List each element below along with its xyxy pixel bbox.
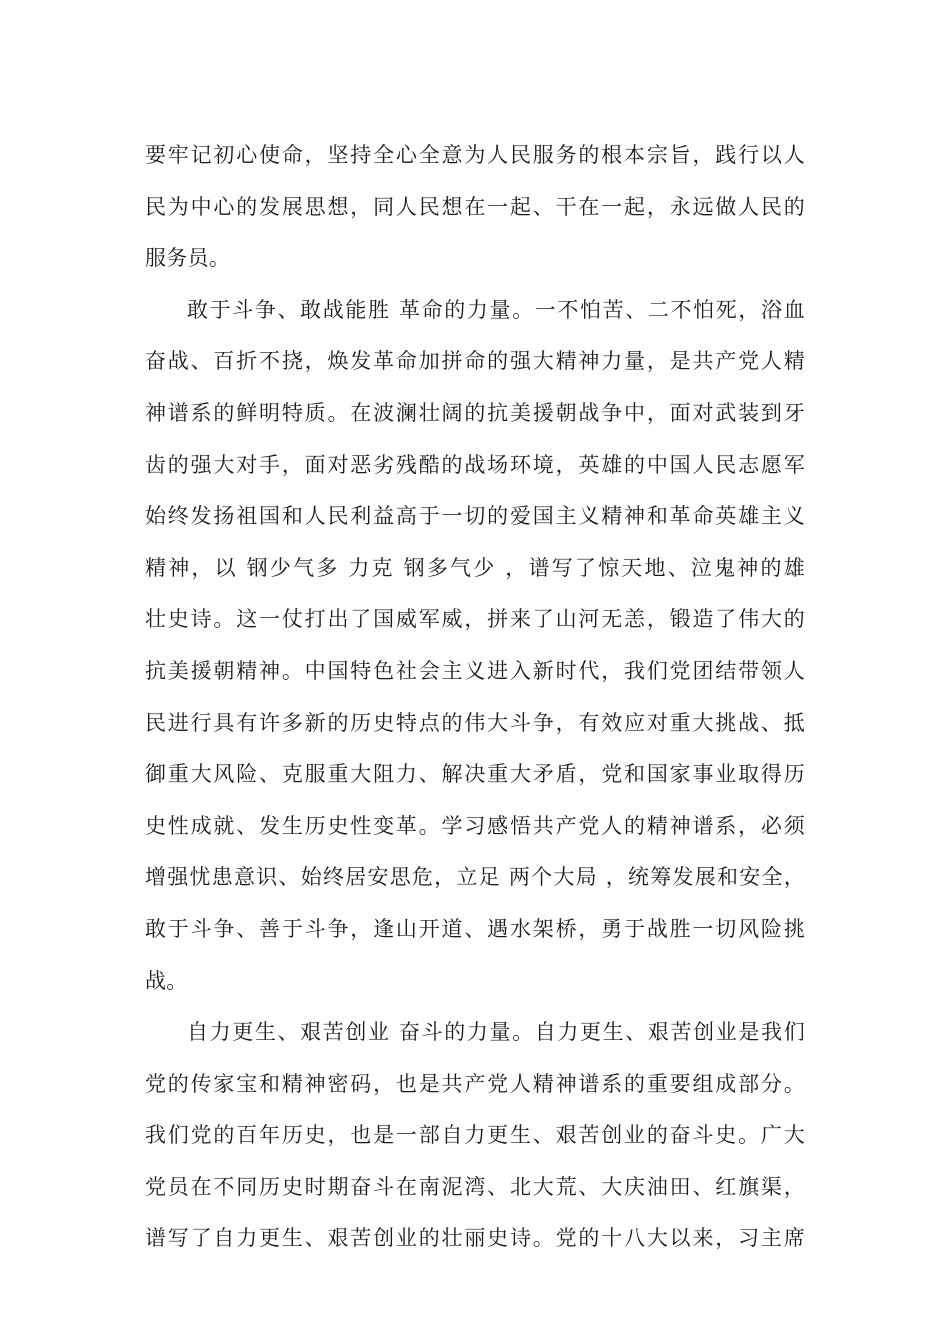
text-line: 服务员。 — [145, 246, 231, 271]
paragraph-2 — [145, 285, 805, 1007]
text-line: 敢于斗争、善于斗争，逢山开道、遇水架桥，勇于战胜一切风险挑 — [145, 916, 805, 941]
text-line: 民为中心的发展思想，同人民想在一起、干在一起，永远做人民的 — [145, 194, 805, 219]
text-line: 壮史诗。这一仗打出了国威军威，拼来了山河无恙，锻造了伟大的 — [145, 607, 805, 632]
text-line: 党员在不同历史时期奋斗在南泥湾、北大荒、大庆油田、红旗渠， — [145, 1174, 805, 1199]
text-line: 民进行具有许多新的历史特点的伟大斗争，有效应对重大挑战、抵 — [145, 710, 805, 735]
text-line: 奋战、百折不挠，焕发革命加拼命的强大精神力量，是共产党人精 — [145, 349, 805, 374]
body-text — [145, 130, 805, 1265]
text-line: 抗美援朝精神。中国特色社会主义进入新时代，我们党团结带领人 — [145, 658, 805, 683]
text-line: 战。 — [145, 968, 188, 993]
text-line: 史性成就、发生历史性变革。学习感悟共产党人的精神谱系，必须 — [145, 813, 805, 838]
text-line: 始终发扬祖国和人民利益高于一切的爱国主义精神和革命英雄主义 — [145, 504, 805, 529]
text-line: 自力更生、艰苦创业 奋斗的力量。自力更生、艰苦创业是我们 — [187, 1020, 805, 1045]
text-line: 增强忧患意识、始终居安思危，立足 两个大局 ，统筹发展和安全， — [145, 865, 805, 890]
text-line: 齿的强大对手，面对恶劣残酷的战场环境，英雄的中国人民志愿军 — [145, 452, 805, 477]
text-line: 敢于斗争、敢战能胜 革命的力量。一不怕苦、二不怕死，浴血 — [187, 297, 805, 322]
paragraph-1 — [145, 130, 805, 285]
text-line: 谱写了自力更生、艰苦创业的壮丽史诗。党的十八大以来，习主席 — [145, 1226, 805, 1251]
paragraph-3 — [145, 1007, 805, 1265]
text-line: 精神，以 钢少气多 力克 钢多气少 ，谱写了惊天地、泣鬼神的雄 — [145, 555, 805, 580]
text-line: 要牢记初心使命，坚持全心全意为人民服务的根本宗旨，践行以人 — [145, 143, 805, 167]
text-line: 党的传家宝和精神密码，也是共产党人精神谱系的重要组成部分。 — [145, 1071, 805, 1096]
text-line: 神谱系的鲜明特质。在波澜壮阔的抗美援朝战争中，面对武装到牙 — [145, 400, 805, 425]
text-line: 我们党的百年历史，也是一部自力更生、艰苦创业的奋斗史。广大 — [145, 1123, 805, 1148]
text-line: 御重大风险、克服重大阻力、解决重大矛盾，党和国家事业取得历 — [145, 762, 805, 787]
